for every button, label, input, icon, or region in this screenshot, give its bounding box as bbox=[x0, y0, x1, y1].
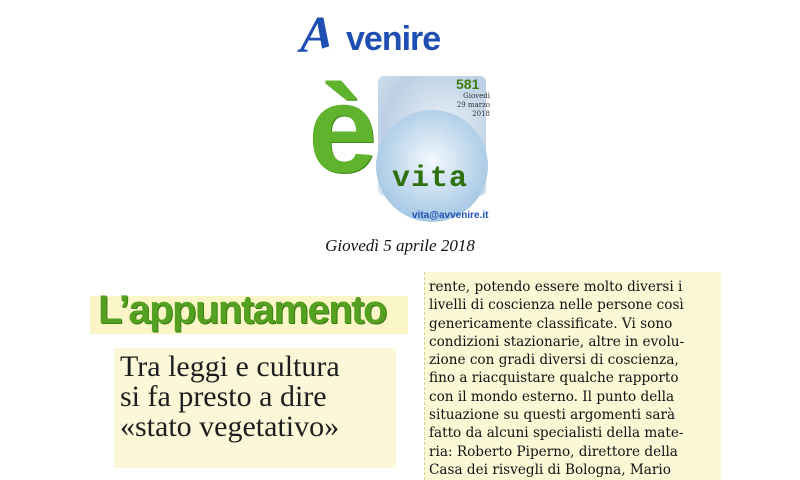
headline-line: Tra leggi e cultura bbox=[120, 350, 340, 383]
headline-line: «stato vegetativo» bbox=[120, 410, 340, 443]
body-line: con il mondo esterno. Il punto della bbox=[429, 388, 675, 405]
article-headline bbox=[120, 352, 340, 442]
body-line: ria: Roberto Piperno, direttore della bbox=[429, 443, 678, 460]
publication-date: Giovedì 5 aprile 2018 bbox=[325, 236, 475, 255]
body-line: livelli di coscienza nelle persone così bbox=[429, 297, 684, 314]
badge-small-date bbox=[456, 92, 490, 119]
body-line: rente, potendo essere molto diversi i bbox=[429, 279, 683, 295]
body-line: genericamente classificate. Vi sono bbox=[429, 315, 673, 332]
badge-email: vita@avvenire.it bbox=[412, 210, 489, 221]
body-line: fatto da alcuni specialisti della mate- bbox=[429, 425, 684, 442]
article-kicker: L’appuntamento bbox=[98, 288, 386, 332]
body-line: fino a riacquistare qualche rapporto bbox=[429, 370, 679, 387]
badge-letter: è bbox=[308, 61, 377, 199]
badge-date-line: 2018 bbox=[472, 110, 490, 118]
badge-date-line: 29 marzo bbox=[456, 101, 490, 109]
headline-line: si fa presto a dire bbox=[120, 380, 327, 413]
badge-word: vita bbox=[392, 162, 469, 196]
body-line: condizioni stazionarie, altre in evolu- bbox=[429, 333, 685, 350]
badge-date-line: Giovedì bbox=[463, 92, 490, 100]
article-body-column bbox=[424, 272, 721, 480]
issue-number: 581 bbox=[456, 76, 480, 92]
body-line: situazione su questi argomenti sarà bbox=[429, 407, 676, 424]
body-line: zione con gradi diversi di coscienza, bbox=[429, 352, 679, 369]
avvenire-logo bbox=[300, 6, 500, 64]
e-vita-badge bbox=[308, 61, 490, 228]
logo-a-letter: A bbox=[300, 7, 329, 64]
logo-text: venire bbox=[346, 20, 441, 58]
body-line: Casa dei risvegli di Bologna, Mario bbox=[429, 461, 671, 478]
